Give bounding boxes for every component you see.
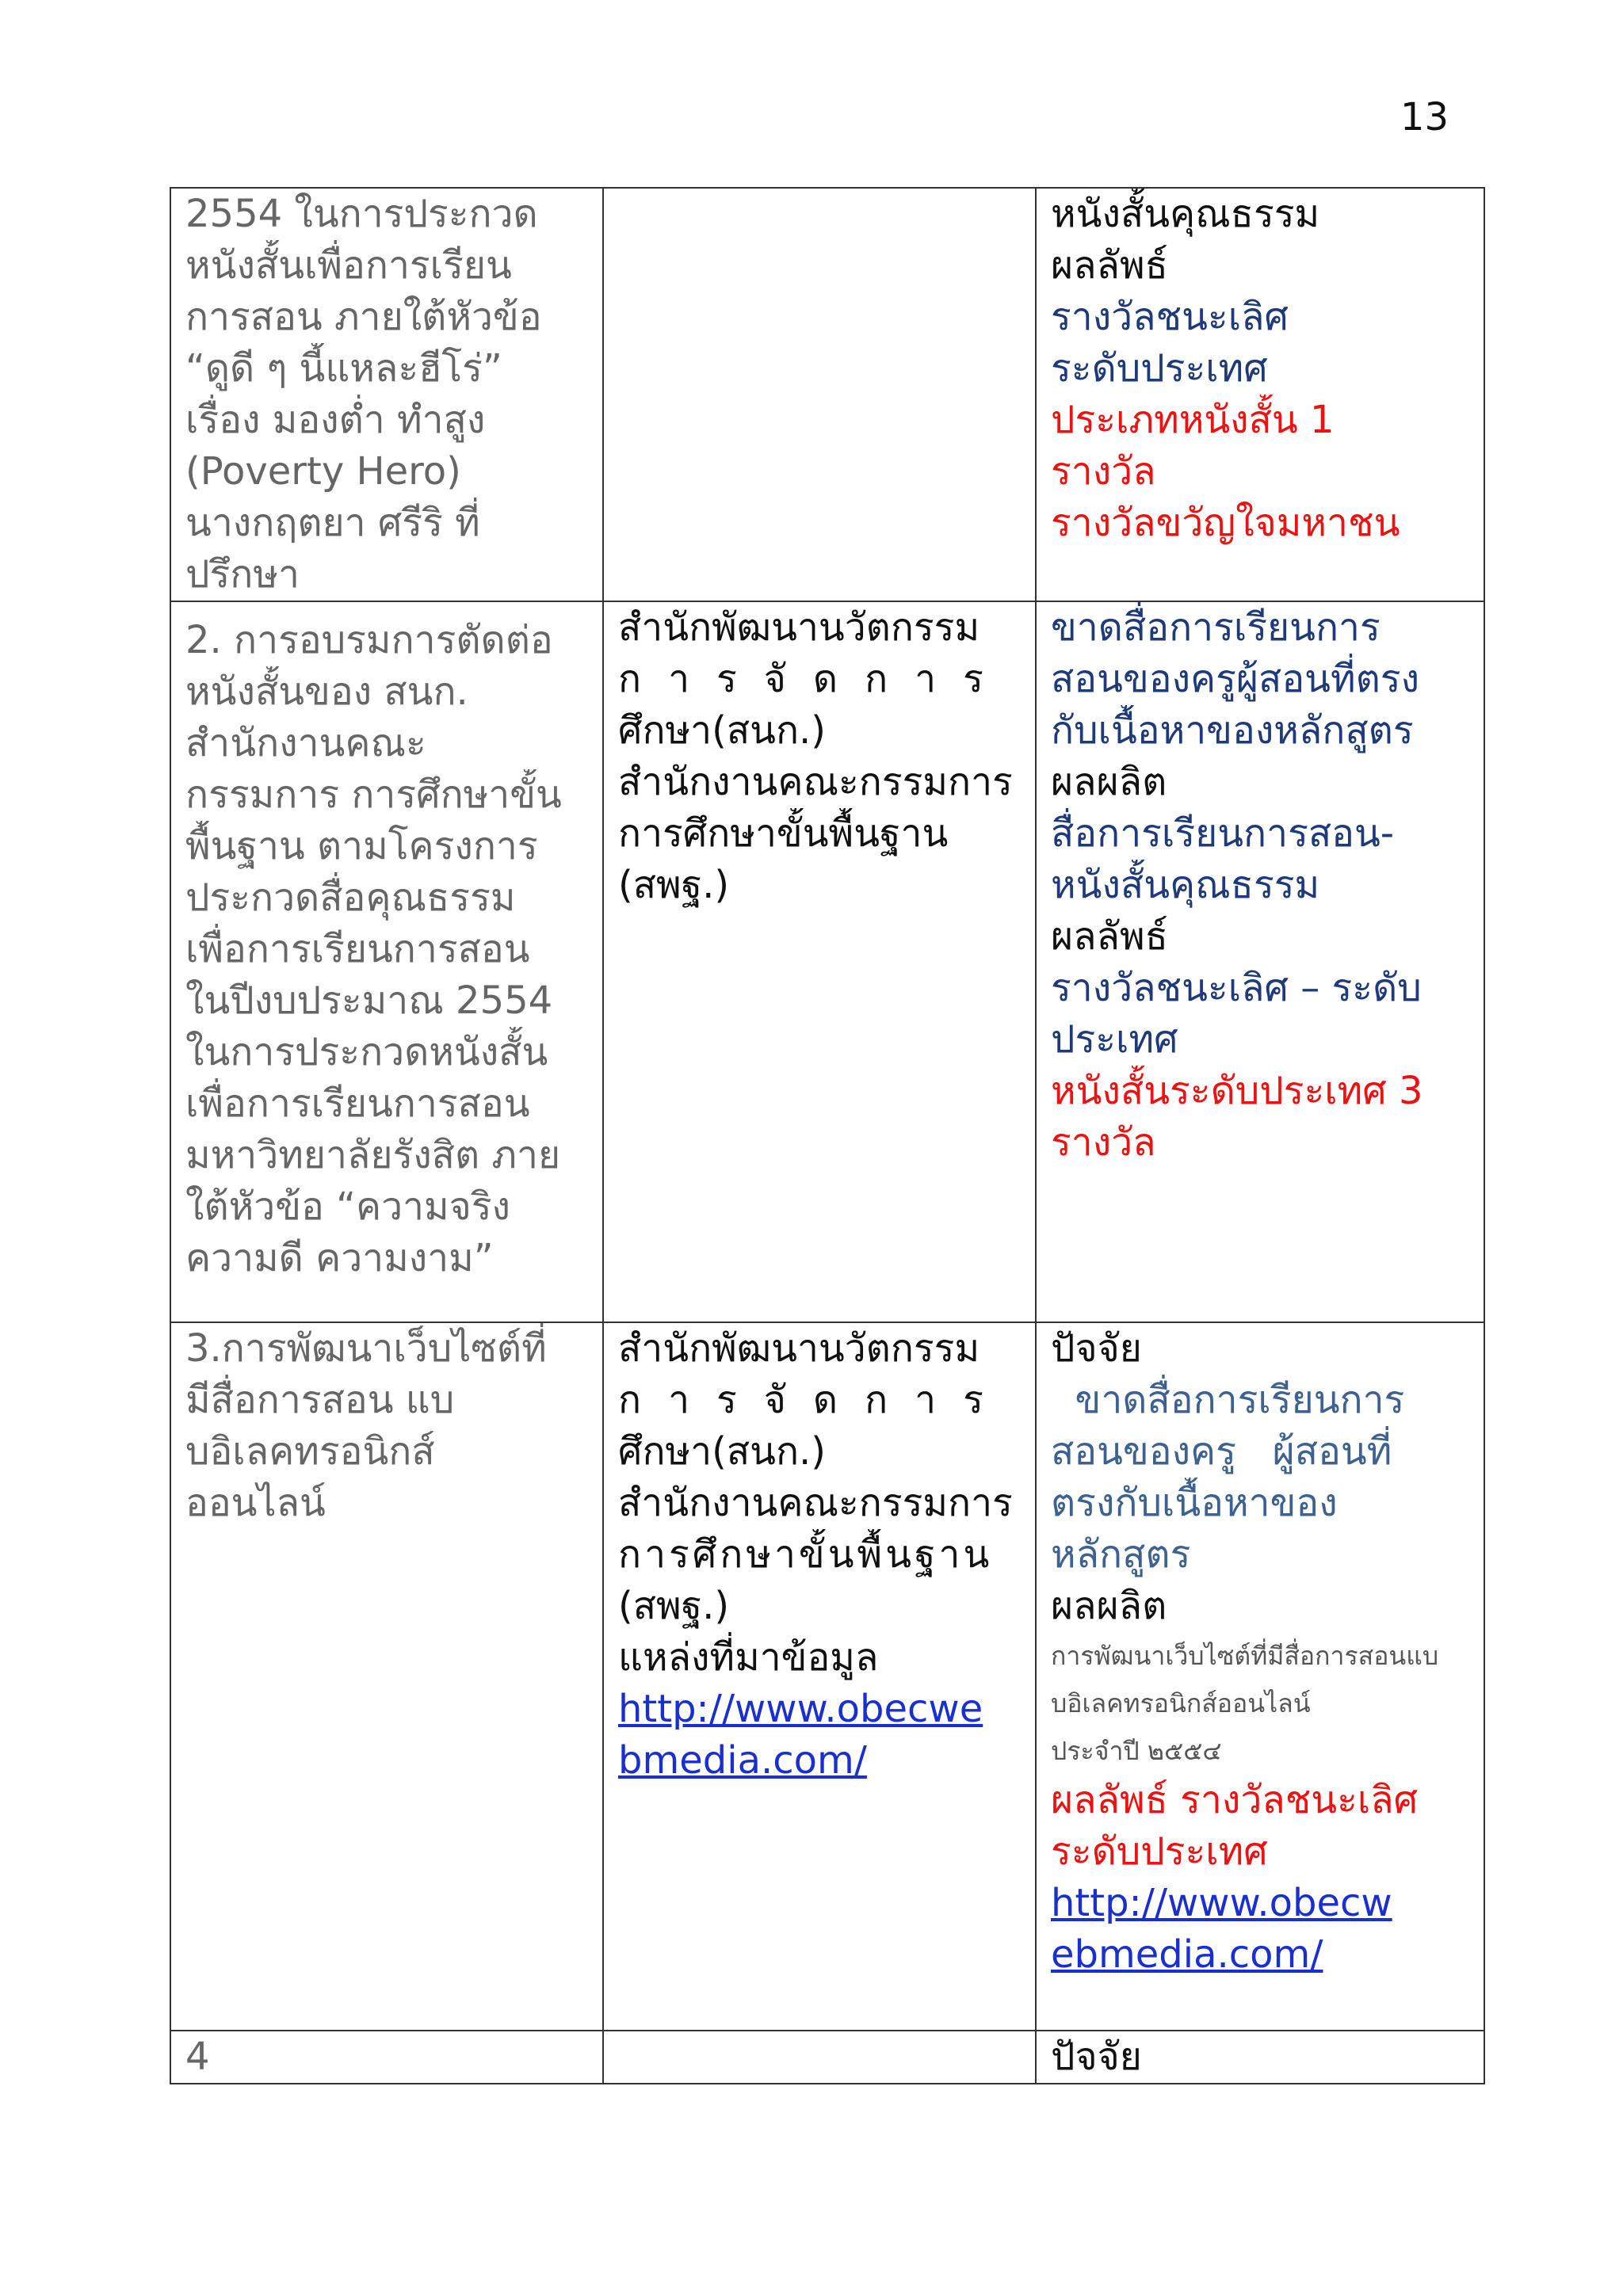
result-link[interactable]: ebmedia.com/ xyxy=(1051,1932,1323,1977)
cell-line: การจัดการ xyxy=(618,657,1010,701)
cell-line: พื้นฐาน ตามโครงการ xyxy=(185,824,538,868)
cell-line: ความดี ความงาม” xyxy=(185,1236,494,1280)
page-number: 13 xyxy=(1400,95,1449,139)
cell-line: บอิเลคทรอนิกส์ออนไลน์ xyxy=(1051,1688,1311,1718)
source-link[interactable]: http://www.obecwe xyxy=(618,1687,983,1731)
cell-line: การศึกษาขั้นพื้นฐาน xyxy=(618,811,949,856)
content-table xyxy=(170,187,1485,2084)
cell-line: รางวัล xyxy=(1051,449,1156,494)
cell-line: ศึกษา(สนก.) xyxy=(618,1429,827,1474)
cell-line: (Poverty Hero) xyxy=(185,449,461,494)
row1-col2-cell xyxy=(603,188,1036,601)
cell-line: หนังสั้นระดับประเทศ 3 xyxy=(1051,1069,1423,1113)
table-row xyxy=(170,2031,1484,2084)
cell-line: ปัจจัย xyxy=(1051,1326,1142,1371)
cell-line: ในปีงบประมาณ 2554 xyxy=(185,978,553,1023)
cell-line: 3.การพัฒนาเว็บไซต์ที่ xyxy=(185,1326,547,1371)
cell-line: รางวัลชนะเลิศ – ระดับ xyxy=(1051,966,1422,1010)
row2-col3-cell xyxy=(1036,601,1484,1322)
row4-col1-cell xyxy=(170,2031,603,2084)
cell-line: การสอน ภายใต้หัวข้อ xyxy=(185,295,542,339)
cell-line: ขาดสื่อการเรียนการ xyxy=(1051,605,1381,650)
cell-line: ระดับประเทศ xyxy=(1051,1829,1268,1874)
row3-col1-cell xyxy=(170,1322,603,2031)
cell-line: สอนของครู ผู้สอนที่ xyxy=(1051,1429,1392,1474)
row2-col1-cell xyxy=(170,601,603,1322)
cell-line: ประเภทหนังสั้น 1 xyxy=(1051,398,1335,442)
cell-line: “ดูดี ๆ นี้แหละฮีโร่” xyxy=(185,346,502,391)
result-link[interactable]: http://www.obecw xyxy=(1051,1881,1392,1925)
row4-col3-cell xyxy=(1036,2031,1484,2084)
cell-line: สำนักงานคณะ xyxy=(185,721,426,765)
cell-line: ขาดสื่อการเรียนการ xyxy=(1051,1378,1405,1422)
cell-line: (สพฐ.) xyxy=(618,1584,730,1628)
source-link[interactable]: bmedia.com/ xyxy=(618,1738,867,1783)
cell-line: การจัดการ xyxy=(618,1378,1010,1422)
cell-line: เพื่อการเรียนการสอน xyxy=(185,927,530,971)
cell-line: ในการประกวดหนังสั้น xyxy=(185,1030,548,1074)
cell-line: แหล่งที่มาข้อมูล xyxy=(618,1635,879,1680)
cell-line: ผลผลิต xyxy=(1051,760,1167,804)
cell-line: การพัฒนาเว็บไซต์ที่มีสื่อการสอนแบ xyxy=(1051,1641,1439,1671)
cell-line: การศึกษาขั้นพื้นฐาน xyxy=(618,1532,993,1577)
cell-line: ผลลัพธ์ xyxy=(1051,914,1168,959)
cell-line: เพื่อการเรียนการสอน xyxy=(185,1081,530,1126)
cell-line: ประเทศ xyxy=(1051,1017,1178,1062)
row2-col2-cell xyxy=(603,601,1036,1322)
cell-line: ประกวดสื่อคุณธรรม xyxy=(185,875,516,920)
cell-line: หนังสั้นของ สนก. xyxy=(185,669,468,714)
row4-col2-cell xyxy=(603,2031,1036,2084)
cell-line: หนังสั้นคุณธรรม xyxy=(1051,863,1320,907)
cell-line: สำนักงานคณะกรรมการ xyxy=(618,1481,1013,1525)
cell-line: มีสื่อการสอน แบ xyxy=(185,1378,455,1422)
cell-line: สอนของครูผู้สอนที่ตรง xyxy=(1051,657,1419,701)
cell-line: ผลลัพธ์ รางวัลชนะเลิศ xyxy=(1051,1778,1419,1822)
cell-line: สำนักพัฒนานวัตกรรม xyxy=(618,605,980,650)
row1-col1-cell xyxy=(170,188,603,601)
cell-line: มหาวิทยาลัยรังสิต ภาย xyxy=(185,1133,561,1177)
cell-line: ระดับประเทศ xyxy=(1051,346,1268,391)
cell-line: ออนไลน์ xyxy=(185,1481,326,1525)
cell-line: นางกฤตยา ศรีริ ที่ xyxy=(185,501,480,545)
cell-line: รางวัลชนะเลิศ xyxy=(1051,295,1289,339)
cell-line: สำนักงานคณะกรรมการ xyxy=(618,760,1013,804)
table-row xyxy=(170,1322,1484,2031)
cell-line: 2554 ในการประกวด xyxy=(185,192,538,236)
cell-line: ศึกษา(สนก.) xyxy=(618,708,827,753)
table-row xyxy=(170,601,1484,1322)
cell-line: รางวัลขวัญใจมหาชน xyxy=(1051,501,1400,545)
cell-line: ปัจจัย xyxy=(1051,2035,1142,2079)
row3-col3-cell xyxy=(1036,1322,1484,2031)
cell-line: ผลผลิต xyxy=(1051,1584,1167,1628)
cell-line: สำนักพัฒนานวัตกรรม xyxy=(618,1326,980,1371)
cell-line: หนังสั้นเพื่อการเรียน xyxy=(185,243,512,288)
cell-line: บอิเลคทรอนิกส์ xyxy=(185,1429,435,1474)
cell-line: เรื่อง มองต่ำ ทำสูง xyxy=(185,398,486,442)
cell-line: ตรงกับเนื้อหาของ xyxy=(1051,1481,1338,1525)
cell-line: ใต้หัวข้อ “ความจริง xyxy=(185,1184,510,1229)
cell-line: หนังสั้นคุณธรรม xyxy=(1051,192,1320,236)
cell-line: ประจำปี ๒๕๕๔ xyxy=(1051,1736,1222,1766)
row1-col3-cell xyxy=(1036,188,1484,601)
cell-line: ผลลัพธ์ xyxy=(1051,243,1168,288)
cell-line: สื่อการเรียนการสอน- xyxy=(1051,811,1395,856)
cell-line: ปรึกษา xyxy=(185,552,300,597)
cell-line: 2. การอบรมการตัดต่อ xyxy=(185,618,553,662)
cell-line: รางวัล xyxy=(1051,1120,1156,1165)
row3-col2-cell xyxy=(603,1322,1036,2031)
cell-line: หลักสูตร xyxy=(1051,1532,1191,1577)
cell-line: 4 xyxy=(185,2035,210,2079)
cell-line: กรรมการ การศึกษาขั้น xyxy=(185,772,562,817)
cell-line: (สพฐ.) xyxy=(618,863,730,907)
cell-line: กับเนื้อหาของหลักสูตร xyxy=(1051,708,1414,753)
table-row xyxy=(170,188,1484,601)
